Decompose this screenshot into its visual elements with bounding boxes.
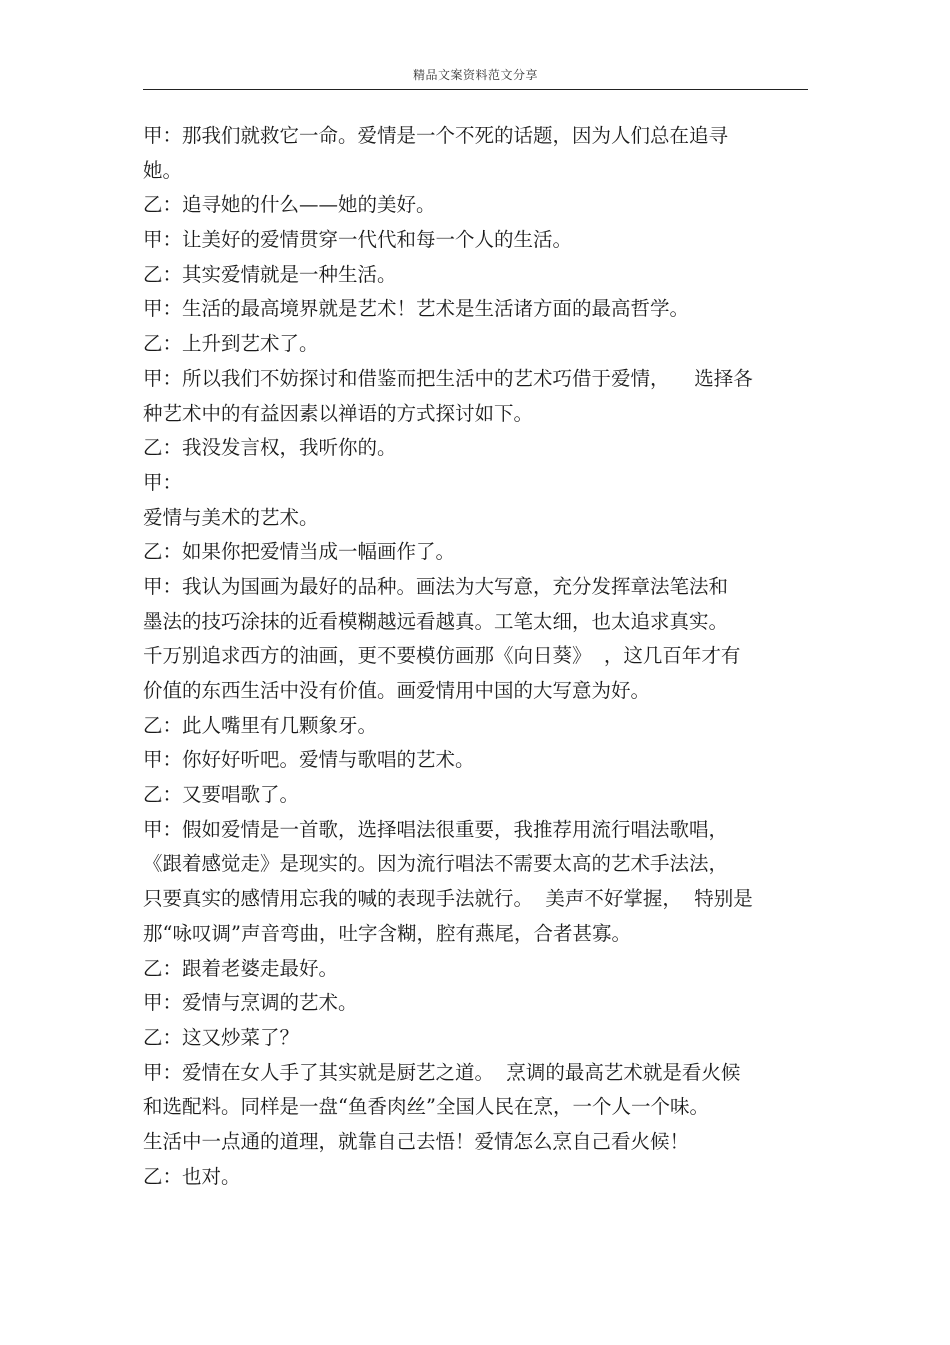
- text-line: 乙：追寻她的什么——她的美好。: [143, 193, 436, 217]
- text-line: 《跟着感觉走》是现实的。因为流行唱法不需要太高的艺术手法法，: [143, 852, 729, 876]
- text-line: 甲：假如爱情是一首歌，选择唱法很重要，我推荐用流行唱法歌唱，: [143, 817, 729, 841]
- text-line: 乙：也对。: [143, 1164, 241, 1188]
- text-line: 乙：又要唱歌了。: [143, 783, 300, 807]
- text-line: 和选配料。同样是一盘“鱼香肉丝”全国人民在烹，一个人一个味。: [143, 1095, 709, 1119]
- text-line: 价值的东西生活中没有价值。画爱情用中国的大写意为好。: [143, 679, 651, 702]
- header-divider: [143, 89, 808, 90]
- text-line: 甲：生活的最高境界就是艺术！艺术是生活诸方面的最高哲学。: [143, 297, 690, 321]
- text-line: 千万别追求西方的油画，更不要模仿画那《向日葵》 ，这几百年才有: [143, 644, 741, 668]
- text-line: 乙：这又炒菜了？: [143, 1025, 300, 1049]
- text-line: 只要真实的感情用忘我的喊的表现手法就行。 美声不好掌握， 特别是: [143, 887, 753, 911]
- text-line: 乙：如果你把爱情当成一幅画作了。: [143, 540, 456, 564]
- text-line: 甲：所以我们不妨探讨和借鉴而把生活中的艺术巧借于爱情， 选择各: [143, 366, 753, 390]
- text-line: 乙：上升到艺术了。: [143, 332, 319, 356]
- text-line: 乙：跟着老婆走最好。: [143, 956, 339, 980]
- text-line: 她。: [143, 158, 183, 182]
- page-header: 精品文案资料范文分享: [412, 68, 538, 82]
- text-line: 甲：那我们就救它一命。爱情是一个不死的话题，因为人们总在追寻: [143, 124, 729, 147]
- text-line: 种艺术中的有益因素以禅语的方式探讨如下。: [143, 401, 534, 425]
- text-line: 甲：你好好听吧。爱情与歌唱的艺术。: [143, 748, 475, 772]
- text-line: 甲：让美好的爱情贯穿一代代和每一个人的生活。: [143, 228, 573, 252]
- text-line: 甲：我认为国画为最好的品种。画法为大写意，充分发挥章法笔法和: [143, 574, 729, 598]
- text-line: 那“咏叹调”声音弯曲，吐字含糊，腔有燕尾，合者甚寡。: [143, 921, 631, 945]
- text-line: 甲：爱情与烹调的艺术。: [143, 991, 358, 1015]
- text-line: 甲：: [143, 470, 183, 494]
- text-line: 墨法的技巧涂抹的近看模糊越远看越真。工笔太细，也太追求真实。: [143, 609, 729, 633]
- text-line: 乙：其实爱情就是一种生活。: [143, 262, 397, 286]
- text-line: 乙：此人嘴里有几颗象牙。: [143, 713, 378, 737]
- section-heading: 爱情与美术的艺术。: [143, 505, 319, 529]
- dialogue-body: [143, 119, 813, 1194]
- text-line: 乙：我没发言权，我听你的。: [143, 436, 397, 460]
- text-line: 生活中一点通的道理，就靠自己去悟！爱情怎么烹自己看火候！: [143, 1129, 690, 1153]
- text-line: 甲：爱情在女人手了其实就是厨艺之道。 烹调的最高艺术就是看火候: [143, 1060, 741, 1084]
